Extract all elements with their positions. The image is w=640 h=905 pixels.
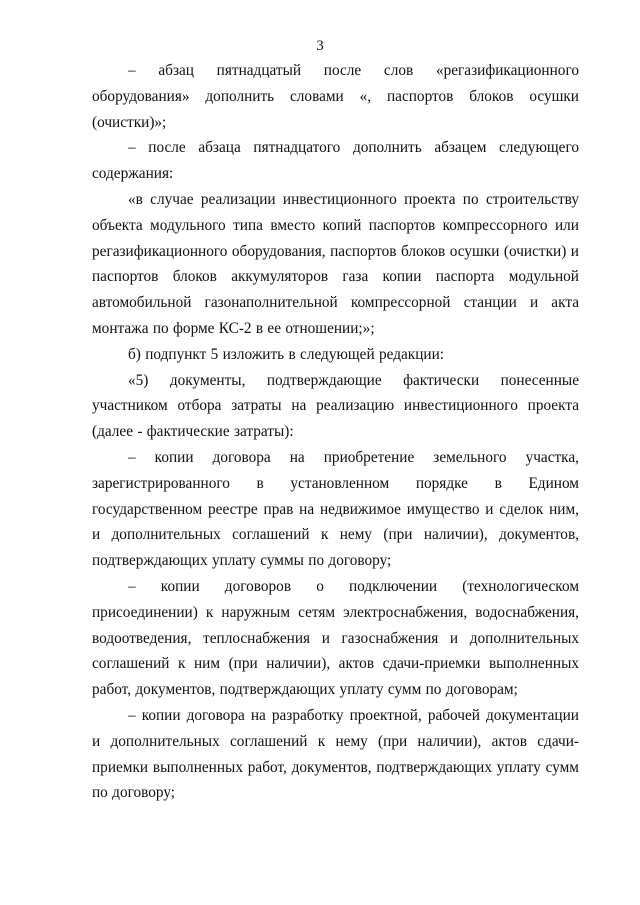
page-number: 3 (316, 38, 324, 54)
paragraph-2: – после абзаца пятнадцатого дополнить абзацем следующего содержания: (92, 139, 579, 183)
paragraph-1: – абзац пятнадцатый после слов «регазификационного оборудования» дополнить словами «, паспортов блоков осушки (очистки)»; (92, 62, 579, 131)
document-body (92, 58, 579, 806)
paragraph-8: – копии договора на разработку проектной, рабочей документации и дополнительных соглашений к нему (при наличии), актов сдачи-приемки выполненных работ, документов, подтверждающих уплату сумм по договору; (92, 706, 579, 802)
paragraph-6: – копии договора на приобретение земельного участка, зарегистрированного в установленном порядке в Едином государственном реестре прав на недвижимое имущество и сделок ним, и дополнительных соглашений к нему (при наличии), документов, подтверждающих уплату суммы по договору; (92, 448, 579, 570)
paragraph-5: «5) документы, подтверждающие фактически понесенные участником отбора затраты на реализацию инвестиционного проекта (далее - фактические затраты): (92, 371, 579, 441)
paragraph-3: «в случае реализации инвестиционного проекта по строительству объекта модульного типа вместо копий паспортов компрессорного или регазификационного оборудования, паспортов блоков осушки (очистки) и паспортов блоков аккумуляторов газа копии паспорта модульной автомобильной газонаполнительной компрессорной станции и акта монтажа по форме КС-2 в ее отношении;»; (92, 190, 579, 337)
paragraph-4: б) подпункт 5 изложить в следующей редакции: (128, 345, 445, 363)
paragraph-7: – копии договоров о подключении (технологическом присоединении) к наружным сетям электроснабжения, водоснабжения, водоотведения, теплоснабжения и газоснабжения и дополнительных соглашений к ним (при наличии), актов сдачи-приемки выполненных работ, документов, подтверждающих уплату сумм по договорам; (92, 577, 579, 699)
